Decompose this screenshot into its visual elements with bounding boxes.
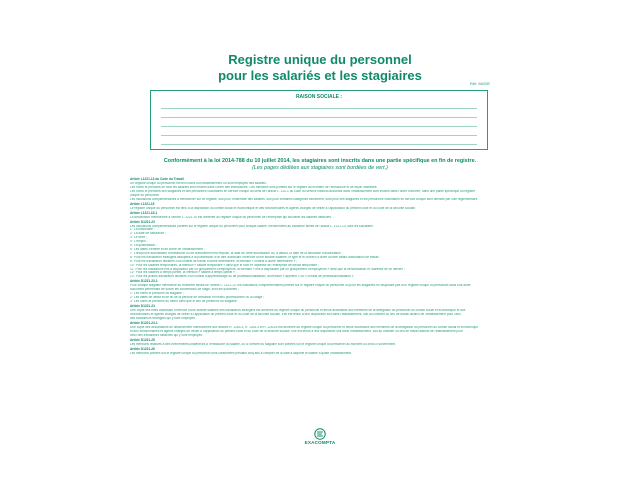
title-line-1: Registre unique du personnel — [228, 52, 412, 67]
legal-section-line: 12° Pour les salariés à temps partiel, la mention « salarié à temps partiel » ; — [130, 271, 237, 275]
legal-section-line: et aux fonctionnaires et agents chargés de veiller à l'application du présent code et du code de la sécurité sociale. Elle est tenue à leur disposition soit dans l'établissement, soit au chantier ou lieu de travail distinct de l'établissement pour — [130, 329, 463, 333]
reference-number: Réf. 6620E — [469, 81, 490, 86]
legal-section-line: 1° La nationalité ; — [130, 228, 155, 232]
legal-section-title: Article D1221-24 — [130, 304, 155, 309]
legal-section — [130, 212, 510, 220]
legal-section-line: 8° Pour les travailleurs étrangers assujettis à la possession d'un titre autorisant l'exercice d'une activité salariée, le type et le numéro d'ordre du titre valant autorisation de travail ; — [130, 255, 381, 259]
legal-section-line: fonctionnaires et agents chargés de veiller à l'application du présent code et du code de la sécurité sociale. Elle est tenue à leur disposition soit dans l'établissement, soit au chantier ou lieu de travail distinct de l'établissement pour ceux — [130, 312, 461, 316]
title-line-2: pour les salariés et les stagiaires — [218, 68, 422, 83]
company-name-box — [150, 90, 488, 150]
legal-section-title: Article D1221-24-1 — [130, 320, 158, 325]
legal-section — [130, 348, 510, 356]
legal-section-line: Une copie des titres autorisant l'exercice d'une activité salariée des travailleurs étrangers est annexée au registre unique du personnel et tenue accessible aux membres de la délégation du personnel du comité social et économique et aux — [130, 308, 466, 312]
legal-section-line: 9° Pour les travailleurs titulaires d'un contrat de travail à durée déterminée, la mention « contrat à durée déterminée » ; — [130, 259, 298, 263]
legal-section — [130, 339, 510, 347]
exacompta-logo-icon — [314, 428, 326, 440]
legal-section-line: Les mentions portées sur le registre unique du personnel sont conservées pendant cinq ans à compter de la date à laquelle le salarié a quitté l'établissement. — [130, 351, 352, 355]
legal-text-body — [130, 178, 510, 357]
legal-section-line: 6° Les dates d'entrée et de sortie de l'établissement ; — [130, 247, 205, 251]
legal-section — [130, 178, 510, 201]
legal-section-line: 3° Le sexe ; — [130, 236, 147, 240]
legal-section-line: ceux des travailleurs détachés qui y sont employés. — [130, 333, 203, 337]
law-notice-line-2: (Les pages dédiées aux stagiaires sont bordées de vert.) — [252, 165, 388, 171]
legal-section — [130, 280, 510, 303]
legal-section — [130, 322, 510, 338]
company-name-line[interactable] — [161, 117, 477, 118]
legal-section-line: 4° L'emploi ; — [130, 240, 148, 244]
brand-logo — [300, 428, 340, 445]
legal-section-line: Un registre unique du personnel est tenu dans tout établissement où sont employés des salariés. — [130, 181, 267, 185]
company-name-label: RAISON SOCIALE : — [295, 94, 343, 100]
legal-section-line: 7° Lorsqu'une autorisation d'embauche ou de licenciement est requise, la date de cette autorisation ou, à défaut, la date de la demande d'autorisation ; — [130, 251, 343, 255]
legal-section-line: des travailleurs étrangers qui y sont employés. — [130, 316, 196, 320]
legal-section-line: unique du personnel. — [130, 193, 160, 197]
legal-section-line: La déclaration mentionnée à l'article L. 1221-10 est annexée au registre unique du personnel de l'entreprise qui accueille les salariés détachés. — [130, 215, 332, 219]
document-title — [0, 52, 640, 84]
legal-section-line: 5° La qualification ; — [130, 244, 157, 248]
legal-section-title: Article D1221-25 — [130, 337, 155, 342]
legal-section-line: Pour chaque stagiaire mentionné au troisième alinéa de l'article L. 1221-13, les indications complémentaires portées sur le registre unique du personnel ou pour les stagiaires en disposant pas d'un registre unique du personnel dans tout autre — [130, 284, 471, 288]
legal-section-line: 1° Les noms et prénoms du stagiaire ; — [130, 292, 184, 296]
legal-section-line: 13° Pour les jeunes travailleurs titulaires d'un contrat d'apprentissage ou de professionnalisation, la mention « apprenti » ou « contrat de professionnalisation ». — [130, 275, 355, 279]
legal-section-line: Les noms et prénoms de tous les salariés sont inscrits dans l'ordre des embauches. Ces mentions sont portées sur le registre au moment de l'embauche et de façon indélébile. — [130, 185, 378, 189]
legal-section — [130, 221, 510, 280]
legal-section-line: 11° Pour les travailleurs mis à disposition par un groupement d'employeurs, la mention « mis à disposition par un groupement d'employeurs » ainsi que la dénomination et l'adresse de ce dernier ; — [130, 267, 405, 271]
legal-section — [130, 305, 510, 321]
legal-section-line: 3° Les noms et prénoms du tuteur ainsi que le lieu de présence du stagiaire. — [130, 299, 238, 303]
company-name-line[interactable] — [161, 144, 477, 145]
company-name-line[interactable] — [161, 108, 477, 109]
brand-name: EXACOMPTA — [304, 440, 336, 445]
legal-section-line: document permettant de suivre les conventions de stage, sont les suivantes : — [130, 288, 239, 292]
legal-section-line: 2° La date de naissance ; — [130, 232, 167, 236]
legal-section-title: Article L1221-15-1 — [130, 210, 158, 215]
legal-section-line: Une copie des déclarations de détachement mentionnées aux articles R. 1263-3, R. 1263-4 et R. 1263-6 est annexée au registre unique du personnel et tenue accessible aux membres de la délégation du personnel du comité social et économique — [130, 325, 479, 329]
legal-section-title: Article D1221-26 — [130, 346, 155, 351]
legal-section-line: Les mentions relatives à des événements postérieurs à l'embauche du salarié, ou à l'arrivée du stagiaire sont portées sur le registre unique du personnel au moment où ceux-ci surviennent. — [130, 342, 396, 346]
legal-section-title: Article L1221-13 du Code du Travail — [130, 177, 184, 181]
legal-section-line: Les indications complémentaires à mentionner sur ce registre, soit pour l'ensemble des salariés, soit pour certaines catégories seulement, sont pour ces stagiaires et les personnes volontaires en service civique sont définies par voie réglementaire. — [130, 197, 479, 201]
legal-section-line: Les indications complémentaires portées sur le registre unique du personnel pour chaque salarié, mentionnées au troisième alinéa de l'article L. 1221-13, sont les suivantes : — [130, 224, 375, 228]
law-notice — [0, 158, 640, 172]
legal-section-line: Le registre unique du personnel est tenu à la disposition du comité social et économique et des fonctionnaires et agents chargés de veiller à l'application du présent code et du code de la sécurité sociale. — [130, 206, 416, 210]
company-name-line[interactable] — [161, 135, 477, 136]
company-name-line[interactable] — [161, 126, 477, 127]
legal-section-title: Article D1221-23-1 — [130, 279, 158, 284]
legal-section-line: 10° Pour les salariés temporaires, la mention « salarié temporaire » ainsi que le nom et l'adresse de l'entreprise de travail temporaire ; — [130, 263, 319, 267]
law-notice-line-1: Conformément à la loi 2014-788 du 10 juillet 2014, les stagiaires sont inscrits dans une partie spécifique en fin de registre. — [163, 158, 477, 164]
legal-section — [130, 203, 510, 211]
legal-section-line: Les noms et prénoms des stagiaires et des personnes volontaires en service civique au sens de l'article L. 120-1 du code du service national accueillis dans l'établissement sont inscrits dans l'ordre d'arrivée, dans une partie spécifique du registre — [130, 189, 476, 193]
legal-section-line: 2° Les dates de début et de fin de la période de formation en milieu professionnel ou du stage ; — [130, 296, 264, 300]
legal-section-title: Article D1221-23 — [130, 219, 155, 224]
legal-section-title: Article L1221-15 — [130, 201, 155, 206]
